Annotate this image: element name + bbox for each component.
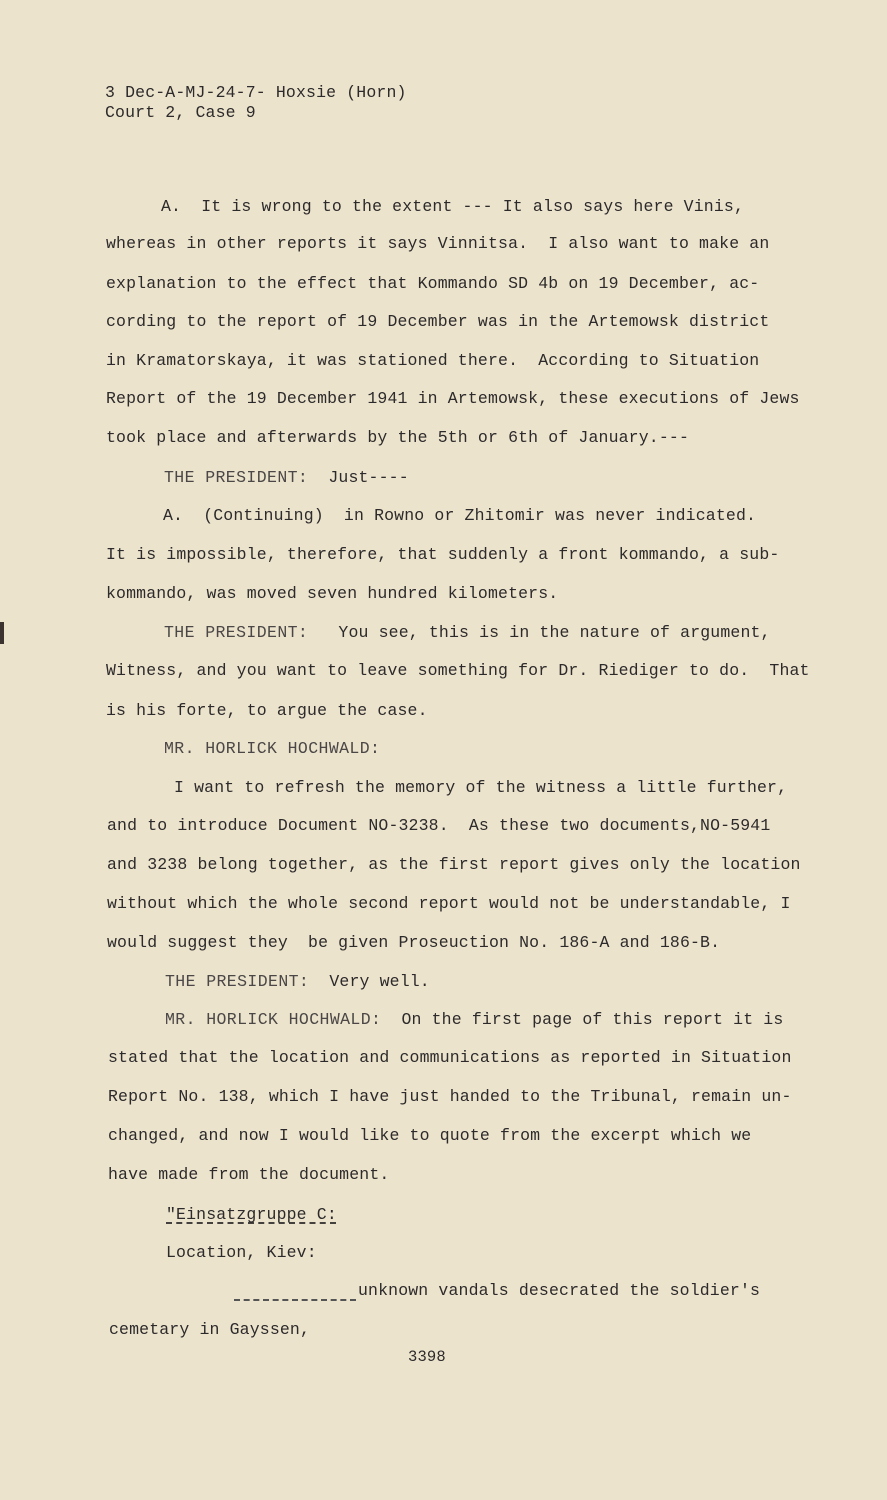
header-line-2: Court 2, Case 9	[105, 103, 256, 122]
quote-line	[234, 1281, 760, 1301]
speaker-label: MR. HORLICK HOCHWALD:	[165, 1010, 382, 1029]
answer-line: whereas in other reports it says Vinnitsa. I also want to make an	[106, 234, 770, 253]
statement-line	[165, 1010, 783, 1030]
president-remark	[164, 468, 409, 488]
statement-line: I want to refresh the memory of the witness a little further,	[174, 778, 788, 797]
speaker-label: THE PRESIDENT:	[164, 623, 309, 642]
answer-line: cording to the report of 19 December was in the Artemowsk district	[106, 312, 770, 331]
answer-line: kommando, was moved seven hundred kilometers.	[106, 584, 559, 603]
remark-text: Just----	[328, 468, 409, 487]
answer-line: A. It is wrong to the extent --- It also says here Vinis,	[161, 197, 744, 216]
answer-line: Report of the 19 December 1941 in Artemowsk, these executions of Jews	[106, 389, 800, 408]
remark-text: Very well.	[329, 972, 430, 991]
answer-line: explanation to the effect that Kommando SD 4b on 19 December, ac-	[106, 274, 760, 293]
remark-line: Witness, and you want to leave something for Dr. Riediger to do. That	[106, 661, 810, 680]
statement-line: and 3238 belong together, as the first report gives only the location	[107, 855, 801, 874]
quote-text: unknown vandals desecrated the soldier's	[358, 1281, 761, 1300]
answer-line: A. (Continuing) in Rowno or Zhitomir was never indicated.	[163, 506, 757, 525]
speaker-label: MR. HORLICK HOCHWALD:	[164, 739, 381, 758]
statement-line: stated that the location and communications as reported in Situation	[108, 1048, 792, 1067]
remark-line: is his forte, to argue the case.	[106, 701, 428, 720]
omission-dashes	[234, 1299, 356, 1301]
answer-line: in Kramatorskaya, it was stationed there. According to Situation	[106, 351, 760, 370]
statement-line: without which the whole second report would not be understandable, I	[107, 894, 791, 913]
page-number: 3398	[408, 1348, 446, 1366]
header-line-1: 3 Dec-A-MJ-24-7- Hoxsie (Horn)	[105, 83, 407, 102]
statement-line: changed, and now I would like to quote from the excerpt which we	[108, 1126, 752, 1145]
speaker-label: THE PRESIDENT:	[165, 972, 310, 991]
quote-line: cemetary in Gayssen,	[109, 1320, 311, 1339]
answer-line: took place and afterwards by the 5th or 6th of January.---	[106, 428, 689, 447]
statement-line: Report No. 138, which I have just handed to the Tribunal, remain un-	[108, 1087, 792, 1106]
binding-mark	[0, 622, 4, 644]
statement-line: would suggest they be given Proseuction No. 186-A and 186-B.	[107, 933, 721, 952]
speaker-label: THE PRESIDENT:	[164, 468, 309, 487]
quote-heading: "Einsatzgruppe C:	[166, 1205, 337, 1224]
statement-text: On the first page of this report it is	[401, 1010, 784, 1029]
answer-line: It is impossible, therefore, that suddenly a front kommando, a sub-	[106, 545, 780, 564]
statement-line: and to introduce Document NO-3238. As these two documents,NO-5941	[107, 816, 771, 835]
remark-text: You see, this is in the nature of argument,	[338, 623, 771, 642]
statement-line: have made from the document.	[108, 1165, 390, 1184]
president-remark	[164, 623, 771, 643]
president-remark	[165, 972, 430, 992]
quote-location: Location, Kiev:	[166, 1243, 317, 1262]
